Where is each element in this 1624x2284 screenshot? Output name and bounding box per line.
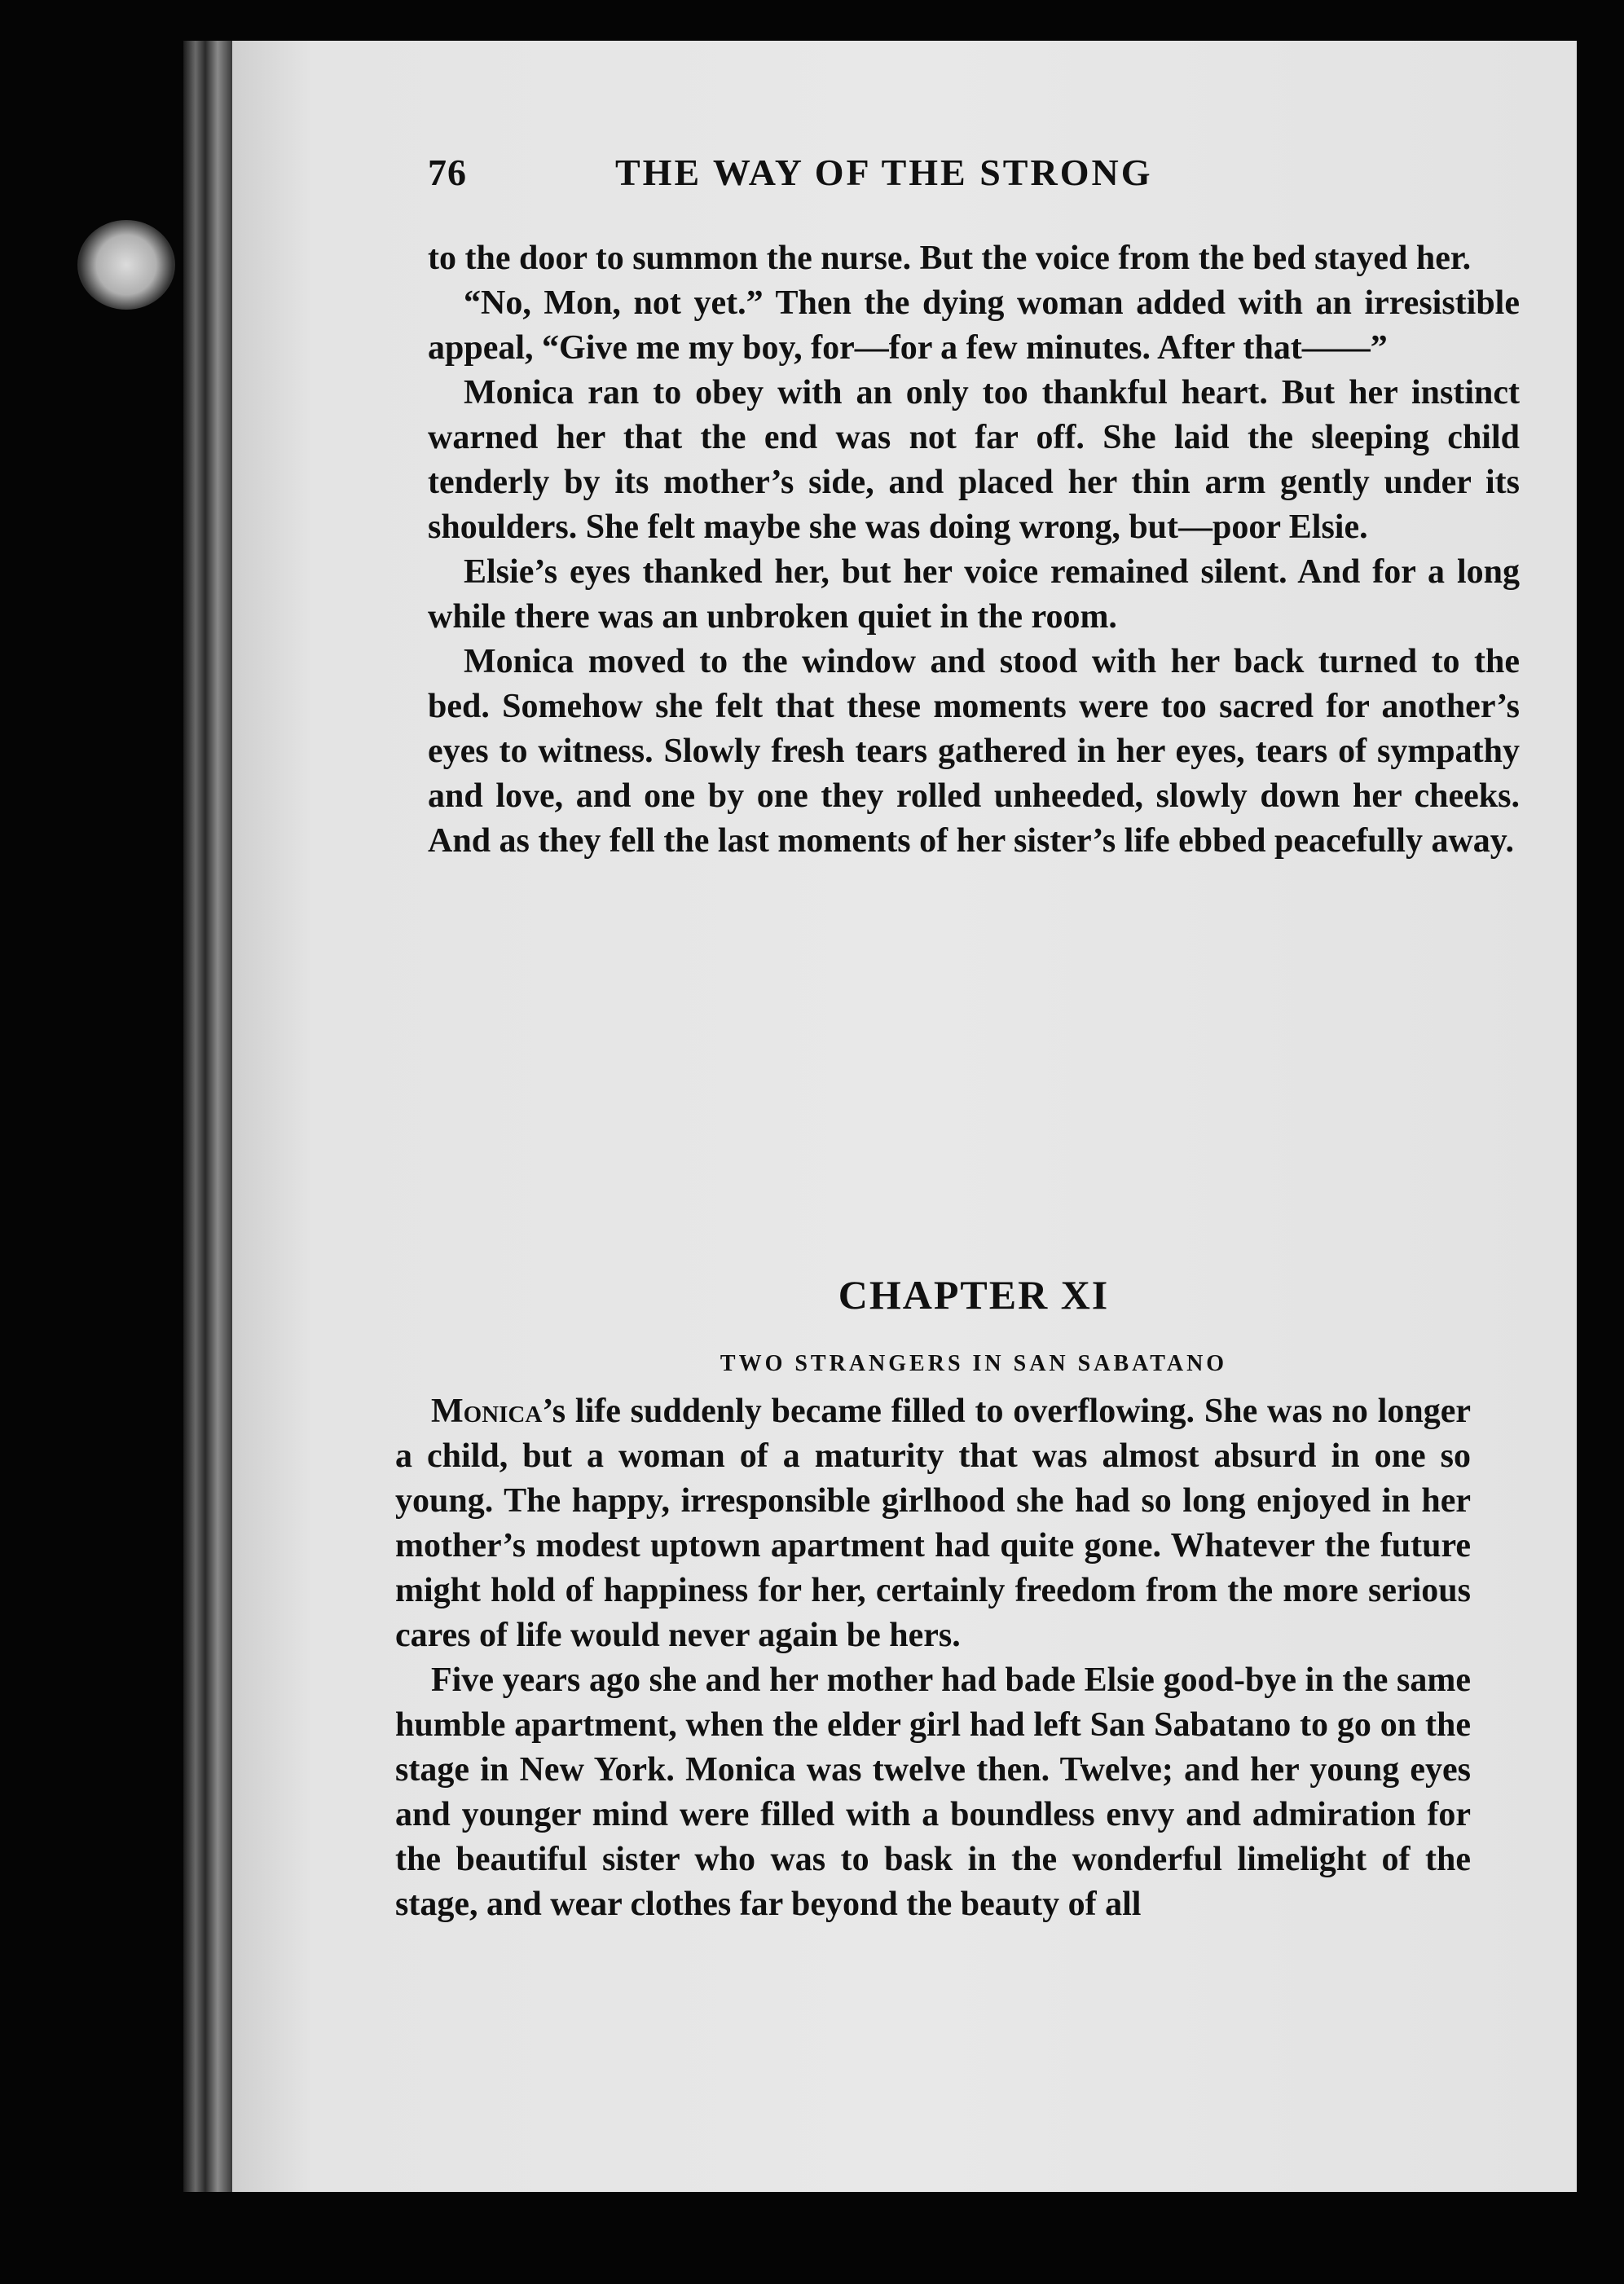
opening-word: Monica bbox=[431, 1393, 543, 1430]
paragraph: to the door to summon the nurse. But the voice from the bed stayed her. bbox=[428, 240, 1472, 277]
paragraph bbox=[395, 1389, 1471, 1658]
running-head bbox=[428, 151, 1536, 216]
book-page bbox=[232, 41, 1577, 2192]
paragraph: Elsie’s eyes thanked her, but her voice remained silent. And for a long while there was an unbroken quiet in the room. bbox=[428, 553, 1520, 636]
book-spine bbox=[183, 41, 232, 2192]
paragraph-text: ’s life suddenly became filled to overflowing. She was no longer a child, but a woman of a maturity that was almost absurd in one so young. The happy, irresponsible girlhood she had so long enjoyed in her mother’s modest uptown apartment had quite gone. Whatever the future might hold of happiness for her, certainly freedom from the more serious cares of life would never again be hers. bbox=[395, 1393, 1471, 1654]
paragraph: Five years ago she and her mother had bade Elsie good-bye in the same humble apartment, when the elder girl had left San Sabatano to go on the stage in New York. Monica was twelve then. Twelve; and her young eyes and younger mind were filled with a boundless envy and admiration for the beautiful sister who was to bask in the wonderful limelight of the stage, and wear clothes far beyond the beauty of all bbox=[395, 1661, 1471, 1923]
section-one-text bbox=[428, 236, 1520, 864]
running-title: THE WAY OF THE STRONG bbox=[615, 152, 1153, 193]
section-two-text bbox=[395, 1389, 1471, 1927]
paragraph: Monica ran to obey with an only too thankful heart. But her instinct warned her that the end was not far off. She laid the sleeping child tenderly by its mother’s side, and placed her thin arm gently under its shoulders. She felt maybe she was doing wrong, but—poor Elsie. bbox=[428, 374, 1520, 546]
scan-blemish bbox=[77, 220, 175, 310]
page-number: 76 bbox=[428, 152, 467, 193]
paragraph: Monica moved to the window and stood with her back turned to the bed. Somehow she felt that these moments were too sacred for another’s eyes to witness. Slowly fresh tears gathered in her eyes, tears of sympathy and love, and one by one they rolled unheeded, slowly down her cheeks. And as they fell the last moments of her sister’s life ebbed peacefully away. bbox=[428, 643, 1520, 860]
paragraph: “No, Mon, not yet.” Then the dying woman added with an irresistible appeal, “Give me my boy, for—for a few minutes. After that——” bbox=[428, 284, 1520, 367]
chapter-title: CHAPTER XI bbox=[838, 1272, 1110, 1318]
chapter-subtitle: TWO STRANGERS IN SAN SABATANO bbox=[720, 1351, 1228, 1376]
